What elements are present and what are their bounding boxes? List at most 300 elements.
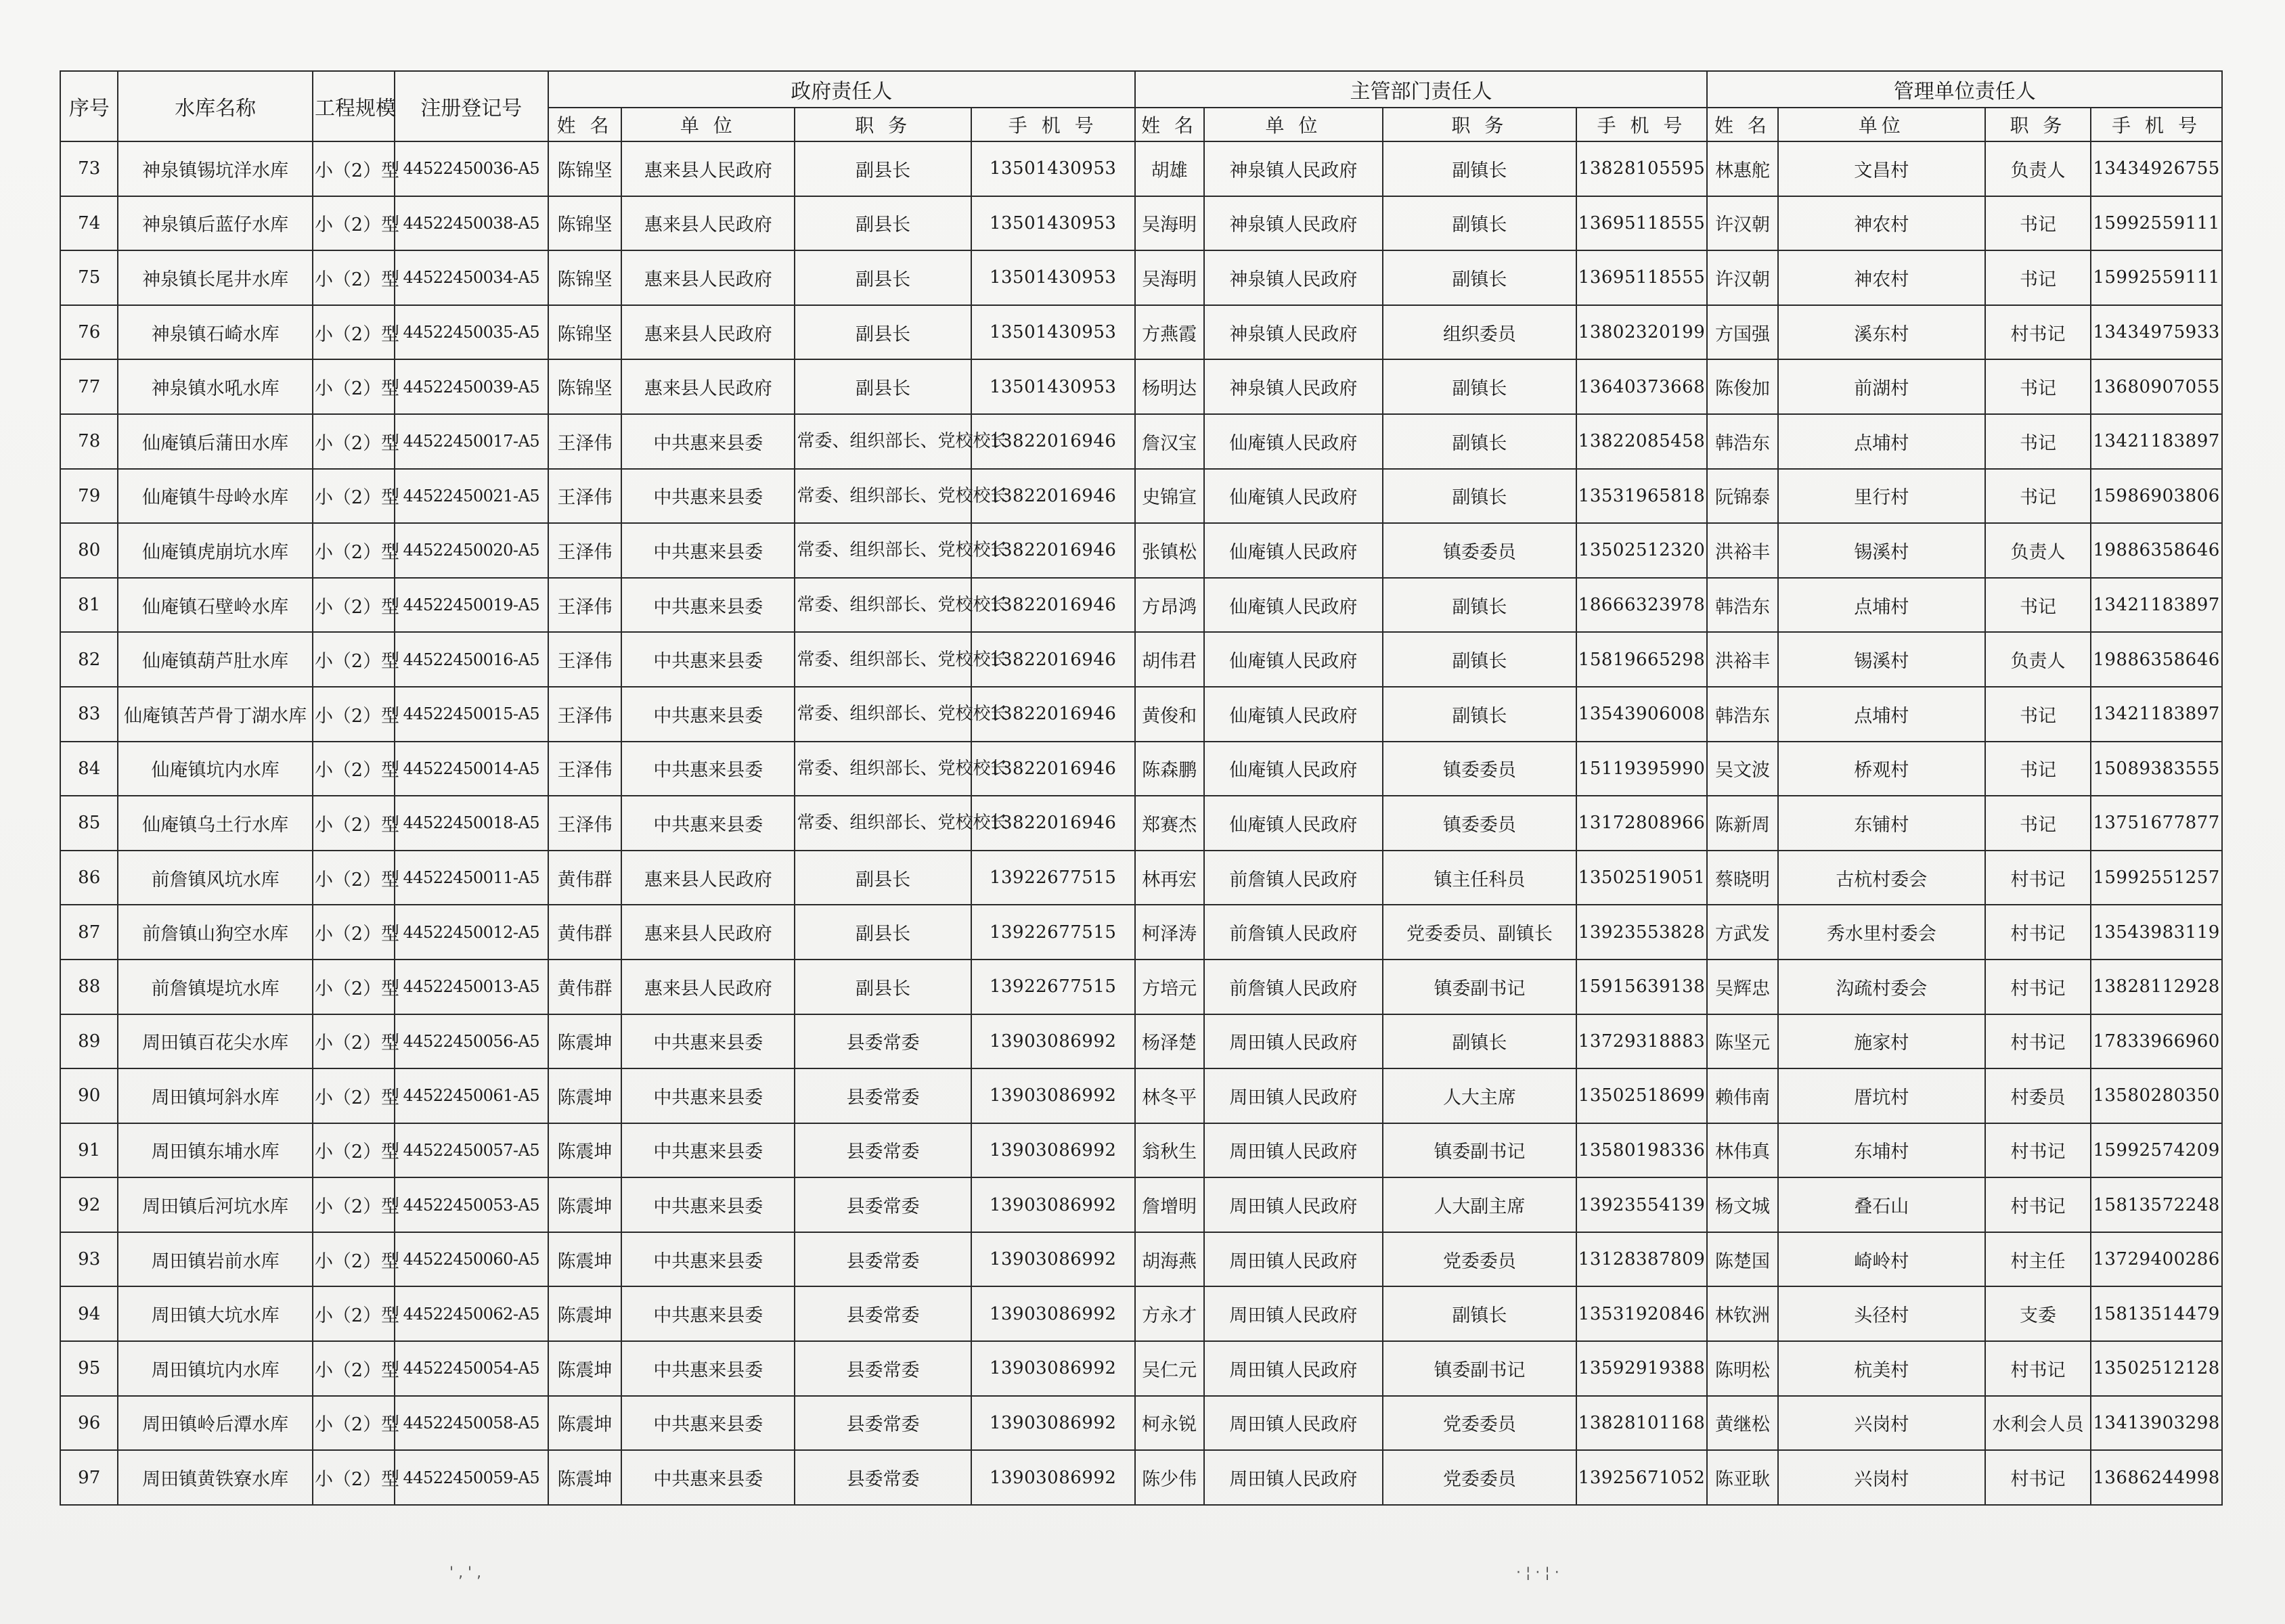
cell-dept-phone: 13828105595 <box>1576 141 1708 196</box>
cell-mgmt-title: 村主任 <box>1985 1232 2091 1287</box>
cell-dept-title: 副镇长 <box>1383 1286 1576 1341</box>
cell-dept-name: 方培元 <box>1135 960 1204 1014</box>
cell-gov-unit: 惠来县人民政府 <box>621 960 795 1014</box>
cell-scale: 小（2）型 <box>313 578 395 633</box>
table-row <box>60 1450 2222 1505</box>
cell-registration-no: 44522450012-A5 <box>395 905 548 960</box>
cell-dept-name: 吴海明 <box>1135 250 1204 305</box>
cell-gov-name: 黄伟群 <box>548 851 621 905</box>
cell-gov-name: 王泽伟 <box>548 578 621 633</box>
header-row-group <box>60 71 2222 108</box>
cell-gov-title: 县委常委 <box>795 1014 971 1069</box>
cell-dept-unit: 周田镇人民政府 <box>1204 1396 1383 1451</box>
cell-mgmt-unit: 崎岭村 <box>1778 1232 1985 1287</box>
cell-gov-unit: 惠来县人民政府 <box>621 250 795 305</box>
cell-gov-title: 副县长 <box>795 250 971 305</box>
cell-gov-name: 陈震坤 <box>548 1232 621 1287</box>
table-row <box>60 250 2222 305</box>
cell-gov-title: 常委、组织部长、党校校长 <box>795 414 971 469</box>
cell-seq: 79 <box>60 469 118 524</box>
cell-dept-name: 杨明达 <box>1135 359 1204 414</box>
cell-mgmt-phone: 13680907055 <box>2091 359 2222 414</box>
cell-reservoir-name: 周田镇坷斜水库 <box>118 1068 313 1123</box>
cell-dept-unit: 周田镇人民政府 <box>1204 1068 1383 1123</box>
cell-dept-name: 胡雄 <box>1135 141 1204 196</box>
cell-gov-phone: 13822016946 <box>971 523 1135 578</box>
cell-dept-unit: 神泉镇人民政府 <box>1204 305 1383 360</box>
table-row <box>60 905 2222 960</box>
cell-dept-name: 胡伟君 <box>1135 632 1204 687</box>
cell-mgmt-unit: 厝坑村 <box>1778 1068 1985 1123</box>
cell-mgmt-unit: 兴岗村 <box>1778 1396 1985 1451</box>
cell-reservoir-name: 周田镇黄铁寮水库 <box>118 1450 313 1505</box>
cell-gov-unit: 惠来县人民政府 <box>621 359 795 414</box>
cell-reservoir-name: 周田镇后河坑水库 <box>118 1177 313 1232</box>
cell-dept-title: 副镇长 <box>1383 632 1576 687</box>
cell-mgmt-phone: 17833966960 <box>2091 1014 2222 1069</box>
cell-scale: 小（2）型 <box>313 687 395 742</box>
cell-mgmt-name: 韩浩东 <box>1707 578 1777 633</box>
cell-mgmt-title: 负责人 <box>1985 632 2091 687</box>
cell-mgmt-unit: 兴岗村 <box>1778 1450 1985 1505</box>
table-row <box>60 523 2222 578</box>
cell-seq: 83 <box>60 687 118 742</box>
cell-mgmt-phone: 15813514479 <box>2091 1286 2222 1341</box>
cell-dept-name: 林再宏 <box>1135 851 1204 905</box>
cell-gov-unit: 中共惠来县委 <box>621 414 795 469</box>
cell-mgmt-name: 方武发 <box>1707 905 1777 960</box>
cell-gov-title: 副县长 <box>795 141 971 196</box>
cell-mgmt-name: 陈俊加 <box>1707 359 1777 414</box>
cell-scale: 小（2）型 <box>313 960 395 1014</box>
cell-dept-title: 党委委员、副镇长 <box>1383 905 1576 960</box>
cell-dept-unit: 神泉镇人民政府 <box>1204 141 1383 196</box>
cell-seq: 75 <box>60 250 118 305</box>
cell-seq: 81 <box>60 578 118 633</box>
cell-mgmt-phone: 13434926755 <box>2091 141 2222 196</box>
cell-gov-name: 陈锦坚 <box>548 250 621 305</box>
cell-gov-unit: 中共惠来县委 <box>621 687 795 742</box>
cell-dept-title: 镇委委员 <box>1383 796 1576 851</box>
cell-mgmt-title: 支委 <box>1985 1286 2091 1341</box>
cell-gov-unit: 中共惠来县委 <box>621 1123 795 1178</box>
cell-dept-unit: 仙庵镇人民政府 <box>1204 632 1383 687</box>
cell-reservoir-name: 仙庵镇后蒲田水库 <box>118 414 313 469</box>
cell-gov-unit: 中共惠来县委 <box>621 523 795 578</box>
cell-dept-unit: 神泉镇人民政府 <box>1204 196 1383 251</box>
cell-gov-name: 王泽伟 <box>548 414 621 469</box>
cell-scale: 小（2）型 <box>313 1177 395 1232</box>
cell-seq: 78 <box>60 414 118 469</box>
cell-gov-title: 副县长 <box>795 359 971 414</box>
cell-scale: 小（2）型 <box>313 905 395 960</box>
cell-mgmt-title: 书记 <box>1985 414 2091 469</box>
cell-mgmt-name: 方国强 <box>1707 305 1777 360</box>
table-row <box>60 359 2222 414</box>
cell-gov-name: 陈震坤 <box>548 1123 621 1178</box>
cell-mgmt-name: 陈坚元 <box>1707 1014 1777 1069</box>
cell-gov-phone: 13922677515 <box>971 960 1135 1014</box>
cell-mgmt-name: 许汉朝 <box>1707 250 1777 305</box>
header-seq: 序号 <box>60 71 118 141</box>
cell-dept-title: 镇委委员 <box>1383 523 1576 578</box>
cell-dept-unit: 前詹镇人民政府 <box>1204 851 1383 905</box>
cell-mgmt-name: 林伟真 <box>1707 1123 1777 1178</box>
table-header <box>60 71 2222 141</box>
table-row <box>60 742 2222 796</box>
cell-gov-phone: 13822016946 <box>971 414 1135 469</box>
cell-mgmt-name: 陈明松 <box>1707 1341 1777 1396</box>
cell-mgmt-title: 书记 <box>1985 250 2091 305</box>
cell-dept-name: 吴仁元 <box>1135 1341 1204 1396</box>
cell-scale: 小（2）型 <box>313 523 395 578</box>
cell-registration-no: 44522450038-A5 <box>395 196 548 251</box>
cell-gov-phone: 13822016946 <box>971 742 1135 796</box>
cell-dept-phone: 13695118555 <box>1576 196 1708 251</box>
cell-gov-name: 陈锦坚 <box>548 359 621 414</box>
cell-dept-unit: 前詹镇人民政府 <box>1204 905 1383 960</box>
cell-mgmt-title: 村书记 <box>1985 1341 2091 1396</box>
cell-mgmt-phone: 13421183897 <box>2091 414 2222 469</box>
cell-registration-no: 44522450062-A5 <box>395 1286 548 1341</box>
cell-gov-phone: 13922677515 <box>971 905 1135 960</box>
cell-dept-title: 人大副主席 <box>1383 1177 1576 1232</box>
cell-dept-phone: 13502518699 <box>1576 1068 1708 1123</box>
cell-dept-phone: 15915639138 <box>1576 960 1708 1014</box>
header-scale: 工程规模 <box>313 71 395 141</box>
table-row <box>60 687 2222 742</box>
cell-seq: 86 <box>60 851 118 905</box>
cell-dept-name: 方永才 <box>1135 1286 1204 1341</box>
cell-seq: 93 <box>60 1232 118 1287</box>
cell-seq: 88 <box>60 960 118 1014</box>
cell-gov-unit: 中共惠来县委 <box>621 1450 795 1505</box>
cell-dept-unit: 周田镇人民政府 <box>1204 1341 1383 1396</box>
header-government-responsible: 政府责任人 <box>548 71 1135 108</box>
cell-dept-unit: 仙庵镇人民政府 <box>1204 414 1383 469</box>
cell-registration-no: 44522450021-A5 <box>395 469 548 524</box>
cell-dept-phone: 13128387809 <box>1576 1232 1708 1287</box>
cell-registration-no: 44522450039-A5 <box>395 359 548 414</box>
cell-seq: 89 <box>60 1014 118 1069</box>
cell-reservoir-name: 仙庵镇苦芦骨丁湖水库 <box>118 687 313 742</box>
cell-reservoir-name: 神泉镇水吼水库 <box>118 359 313 414</box>
cell-registration-no: 44522450054-A5 <box>395 1341 548 1396</box>
cell-gov-title: 常委、组织部长、党校校长 <box>795 796 971 851</box>
table-row <box>60 469 2222 524</box>
cell-scale: 小（2）型 <box>313 1341 395 1396</box>
cell-registration-no: 44522450020-A5 <box>395 523 548 578</box>
cell-mgmt-title: 水利会人员 <box>1985 1396 2091 1451</box>
cell-mgmt-phone: 15992559111 <box>2091 250 2222 305</box>
cell-dept-phone: 13822085458 <box>1576 414 1708 469</box>
cell-mgmt-title: 村书记 <box>1985 305 2091 360</box>
cell-mgmt-phone: 13543983119 <box>2091 905 2222 960</box>
cell-gov-unit: 惠来县人民政府 <box>621 905 795 960</box>
table-row <box>60 1014 2222 1069</box>
cell-gov-unit: 惠来县人民政府 <box>621 141 795 196</box>
cell-gov-name: 黄伟群 <box>548 960 621 1014</box>
cell-mgmt-title: 书记 <box>1985 196 2091 251</box>
header-dept-unit: 单 位 <box>1204 108 1383 141</box>
cell-gov-unit: 惠来县人民政府 <box>621 305 795 360</box>
cell-dept-title: 人大主席 <box>1383 1068 1576 1123</box>
cell-dept-name: 郑赛杰 <box>1135 796 1204 851</box>
cell-scale: 小（2）型 <box>313 469 395 524</box>
cell-reservoir-name: 仙庵镇葫芦肚水库 <box>118 632 313 687</box>
cell-registration-no: 44522450053-A5 <box>395 1177 548 1232</box>
cell-reservoir-name: 周田镇大坑水库 <box>118 1286 313 1341</box>
cell-dept-title: 副镇长 <box>1383 1014 1576 1069</box>
cell-dept-phone: 13502519051 <box>1576 851 1708 905</box>
cell-reservoir-name: 前詹镇堤坑水库 <box>118 960 313 1014</box>
header-gov-unit: 单 位 <box>621 108 795 141</box>
cell-gov-phone: 13501430953 <box>971 196 1135 251</box>
cell-seq: 74 <box>60 196 118 251</box>
cell-mgmt-unit: 文昌村 <box>1778 141 1985 196</box>
cell-mgmt-phone: 15986903806 <box>2091 469 2222 524</box>
cell-mgmt-unit: 施家村 <box>1778 1014 1985 1069</box>
cell-scale: 小（2）型 <box>313 141 395 196</box>
cell-dept-name: 张镇松 <box>1135 523 1204 578</box>
cell-registration-no: 44522450056-A5 <box>395 1014 548 1069</box>
cell-gov-title: 县委常委 <box>795 1068 971 1123</box>
cell-dept-title: 副镇长 <box>1383 141 1576 196</box>
cell-dept-title: 组织委员 <box>1383 305 1576 360</box>
cell-dept-unit: 周田镇人民政府 <box>1204 1450 1383 1505</box>
cell-registration-no: 44522450034-A5 <box>395 250 548 305</box>
cell-gov-unit: 中共惠来县委 <box>621 796 795 851</box>
cell-mgmt-name: 林钦洲 <box>1707 1286 1777 1341</box>
cell-gov-unit: 中共惠来县委 <box>621 469 795 524</box>
cell-gov-phone: 13501430953 <box>971 141 1135 196</box>
cell-dept-unit: 周田镇人民政府 <box>1204 1123 1383 1178</box>
table-body <box>60 141 2222 1505</box>
cell-dept-phone: 13828101168 <box>1576 1396 1708 1451</box>
cell-registration-no: 44522450011-A5 <box>395 851 548 905</box>
cell-gov-name: 陈震坤 <box>548 1068 621 1123</box>
cell-dept-unit: 周田镇人民政府 <box>1204 1177 1383 1232</box>
cell-dept-title: 镇委委员 <box>1383 742 1576 796</box>
cell-registration-no: 44522450019-A5 <box>395 578 548 633</box>
cell-reservoir-name: 仙庵镇牛母岭水库 <box>118 469 313 524</box>
table-row <box>60 1177 2222 1232</box>
cell-scale: 小（2）型 <box>313 414 395 469</box>
cell-gov-phone: 13922677515 <box>971 851 1135 905</box>
cell-mgmt-unit: 锡溪村 <box>1778 523 1985 578</box>
cell-dept-unit: 仙庵镇人民政府 <box>1204 796 1383 851</box>
header-gov-phone: 手 机 号 <box>971 108 1135 141</box>
table-row <box>60 796 2222 851</box>
cell-gov-phone: 13501430953 <box>971 250 1135 305</box>
cell-scale: 小（2）型 <box>313 632 395 687</box>
cell-mgmt-unit: 桥观村 <box>1778 742 1985 796</box>
table-row <box>60 851 2222 905</box>
cell-mgmt-title: 村书记 <box>1985 851 2091 905</box>
cell-dept-unit: 仙庵镇人民政府 <box>1204 469 1383 524</box>
cell-dept-unit: 仙庵镇人民政府 <box>1204 523 1383 578</box>
cell-mgmt-name: 吴辉忠 <box>1707 960 1777 1014</box>
cell-scale: 小（2）型 <box>313 1068 395 1123</box>
cell-mgmt-phone: 13580280350 <box>2091 1068 2222 1123</box>
cell-mgmt-phone: 13502512128 <box>2091 1341 2222 1396</box>
cell-gov-unit: 中共惠来县委 <box>621 1341 795 1396</box>
cell-reservoir-name: 神泉镇长尾井水库 <box>118 250 313 305</box>
cell-dept-name: 方燕霞 <box>1135 305 1204 360</box>
cell-mgmt-title: 村书记 <box>1985 1123 2091 1178</box>
cell-gov-phone: 13822016946 <box>971 578 1135 633</box>
cell-mgmt-title: 书记 <box>1985 578 2091 633</box>
cell-dept-name: 詹增明 <box>1135 1177 1204 1232</box>
cell-gov-name: 陈震坤 <box>548 1396 621 1451</box>
cell-mgmt-phone: 13729400286 <box>2091 1232 2222 1287</box>
cell-gov-unit: 中共惠来县委 <box>621 1014 795 1069</box>
table-row <box>60 1123 2222 1178</box>
header-department-responsible: 主管部门责任人 <box>1135 71 1708 108</box>
cell-mgmt-unit: 神农村 <box>1778 196 1985 251</box>
cell-registration-no: 44522450013-A5 <box>395 960 548 1014</box>
header-mgmt-name: 姓 名 <box>1707 108 1777 141</box>
cell-gov-phone: 13822016946 <box>971 469 1135 524</box>
cell-scale: 小（2）型 <box>313 851 395 905</box>
cell-gov-phone: 13903086992 <box>971 1450 1135 1505</box>
cell-gov-name: 陈震坤 <box>548 1341 621 1396</box>
cell-mgmt-title: 村书记 <box>1985 905 2091 960</box>
cell-dept-phone: 13695118555 <box>1576 250 1708 305</box>
cell-gov-name: 王泽伟 <box>548 523 621 578</box>
cell-mgmt-unit: 杭美村 <box>1778 1341 1985 1396</box>
header-gov-name: 姓 名 <box>548 108 621 141</box>
cell-gov-title: 常委、组织部长、党校校长 <box>795 469 971 524</box>
cell-gov-title: 县委常委 <box>795 1286 971 1341</box>
table-row <box>60 960 2222 1014</box>
cell-mgmt-unit: 东埔村 <box>1778 1123 1985 1178</box>
cell-dept-name: 翁秋生 <box>1135 1123 1204 1178</box>
cell-mgmt-unit: 沟疏村委会 <box>1778 960 1985 1014</box>
cell-mgmt-name: 韩浩东 <box>1707 414 1777 469</box>
page-edge-mark-right: · ¦ · ¦ · <box>1516 1564 1559 1581</box>
cell-registration-no: 44522450016-A5 <box>395 632 548 687</box>
header-dept-name: 姓 名 <box>1135 108 1204 141</box>
header-registration-no: 注册登记号 <box>395 71 548 141</box>
cell-mgmt-unit: 神农村 <box>1778 250 1985 305</box>
cell-reservoir-name: 周田镇东埔水库 <box>118 1123 313 1178</box>
cell-mgmt-unit: 点埔村 <box>1778 414 1985 469</box>
cell-mgmt-title: 村书记 <box>1985 960 2091 1014</box>
cell-gov-phone: 13822016946 <box>971 796 1135 851</box>
cell-reservoir-name: 周田镇坑内水库 <box>118 1341 313 1396</box>
cell-dept-unit: 神泉镇人民政府 <box>1204 250 1383 305</box>
cell-dept-name: 黄俊和 <box>1135 687 1204 742</box>
cell-mgmt-name: 洪裕丰 <box>1707 523 1777 578</box>
cell-dept-title: 副镇长 <box>1383 196 1576 251</box>
cell-gov-phone: 13903086992 <box>971 1232 1135 1287</box>
cell-dept-phone: 15819665298 <box>1576 632 1708 687</box>
cell-gov-name: 王泽伟 <box>548 687 621 742</box>
header-mgmt-phone: 手 机 号 <box>2091 108 2222 141</box>
cell-gov-phone: 13903086992 <box>971 1068 1135 1123</box>
cell-dept-title: 副镇长 <box>1383 359 1576 414</box>
cell-seq: 87 <box>60 905 118 960</box>
header-management-responsible: 管理单位责任人 <box>1707 71 2222 108</box>
table-row <box>60 141 2222 196</box>
cell-registration-no: 44522450015-A5 <box>395 687 548 742</box>
cell-dept-name: 吴海明 <box>1135 196 1204 251</box>
cell-registration-no: 44522450035-A5 <box>395 305 548 360</box>
cell-gov-title: 县委常委 <box>795 1341 971 1396</box>
cell-reservoir-name: 神泉镇锡坑洋水库 <box>118 141 313 196</box>
table-row <box>60 1396 2222 1451</box>
cell-gov-name: 陈锦坚 <box>548 305 621 360</box>
cell-reservoir-name: 仙庵镇石壁岭水库 <box>118 578 313 633</box>
cell-gov-name: 王泽伟 <box>548 469 621 524</box>
cell-gov-unit: 中共惠来县委 <box>621 1068 795 1123</box>
cell-dept-name: 陈森鹏 <box>1135 742 1204 796</box>
table-row <box>60 414 2222 469</box>
table-row <box>60 632 2222 687</box>
cell-gov-name: 黄伟群 <box>548 905 621 960</box>
cell-gov-phone: 13903086992 <box>971 1177 1135 1232</box>
cell-mgmt-name: 韩浩东 <box>1707 687 1777 742</box>
cell-mgmt-unit: 点埔村 <box>1778 687 1985 742</box>
cell-mgmt-name: 陈亚耿 <box>1707 1450 1777 1505</box>
cell-seq: 84 <box>60 742 118 796</box>
cell-gov-title: 副县长 <box>795 196 971 251</box>
cell-mgmt-name: 陈楚国 <box>1707 1232 1777 1287</box>
cell-gov-phone: 13822016946 <box>971 687 1135 742</box>
cell-gov-title: 副县长 <box>795 905 971 960</box>
cell-dept-unit: 前詹镇人民政府 <box>1204 960 1383 1014</box>
cell-dept-name: 陈少伟 <box>1135 1450 1204 1505</box>
cell-mgmt-phone: 15992559111 <box>2091 196 2222 251</box>
cell-dept-phone: 13592919388 <box>1576 1341 1708 1396</box>
cell-seq: 91 <box>60 1123 118 1178</box>
cell-dept-title: 镇委副书记 <box>1383 1341 1576 1396</box>
cell-seq: 94 <box>60 1286 118 1341</box>
cell-mgmt-title: 村书记 <box>1985 1177 2091 1232</box>
cell-gov-phone: 13501430953 <box>971 305 1135 360</box>
table-row <box>60 1341 2222 1396</box>
cell-scale: 小（2）型 <box>313 305 395 360</box>
cell-mgmt-name: 林惠舵 <box>1707 141 1777 196</box>
cell-dept-title: 党委委员 <box>1383 1450 1576 1505</box>
header-dept-title: 职 务 <box>1383 108 1576 141</box>
cell-seq: 82 <box>60 632 118 687</box>
cell-seq: 90 <box>60 1068 118 1123</box>
cell-mgmt-name: 赖伟南 <box>1707 1068 1777 1123</box>
cell-gov-name: 王泽伟 <box>548 632 621 687</box>
header-mgmt-unit: 单位 <box>1778 108 1985 141</box>
cell-gov-title: 常委、组织部长、党校校长 <box>795 523 971 578</box>
cell-gov-name: 陈锦坚 <box>548 141 621 196</box>
cell-gov-title: 常委、组织部长、党校校长 <box>795 578 971 633</box>
cell-seq: 80 <box>60 523 118 578</box>
cell-mgmt-unit: 秀水里村委会 <box>1778 905 1985 960</box>
cell-seq: 97 <box>60 1450 118 1505</box>
cell-gov-name: 王泽伟 <box>548 796 621 851</box>
cell-gov-title: 常委、组织部长、党校校长 <box>795 742 971 796</box>
cell-gov-phone: 13903086992 <box>971 1341 1135 1396</box>
cell-mgmt-name: 阮锦泰 <box>1707 469 1777 524</box>
cell-gov-title: 县委常委 <box>795 1177 971 1232</box>
cell-scale: 小（2）型 <box>313 1014 395 1069</box>
cell-registration-no: 44522450036-A5 <box>395 141 548 196</box>
page-edge-mark-left: ' ‚ ' , <box>449 1564 482 1581</box>
cell-mgmt-phone: 15992574209 <box>2091 1123 2222 1178</box>
cell-reservoir-name: 仙庵镇乌土行水库 <box>118 796 313 851</box>
cell-dept-unit: 周田镇人民政府 <box>1204 1286 1383 1341</box>
cell-dept-name: 柯永锐 <box>1135 1396 1204 1451</box>
